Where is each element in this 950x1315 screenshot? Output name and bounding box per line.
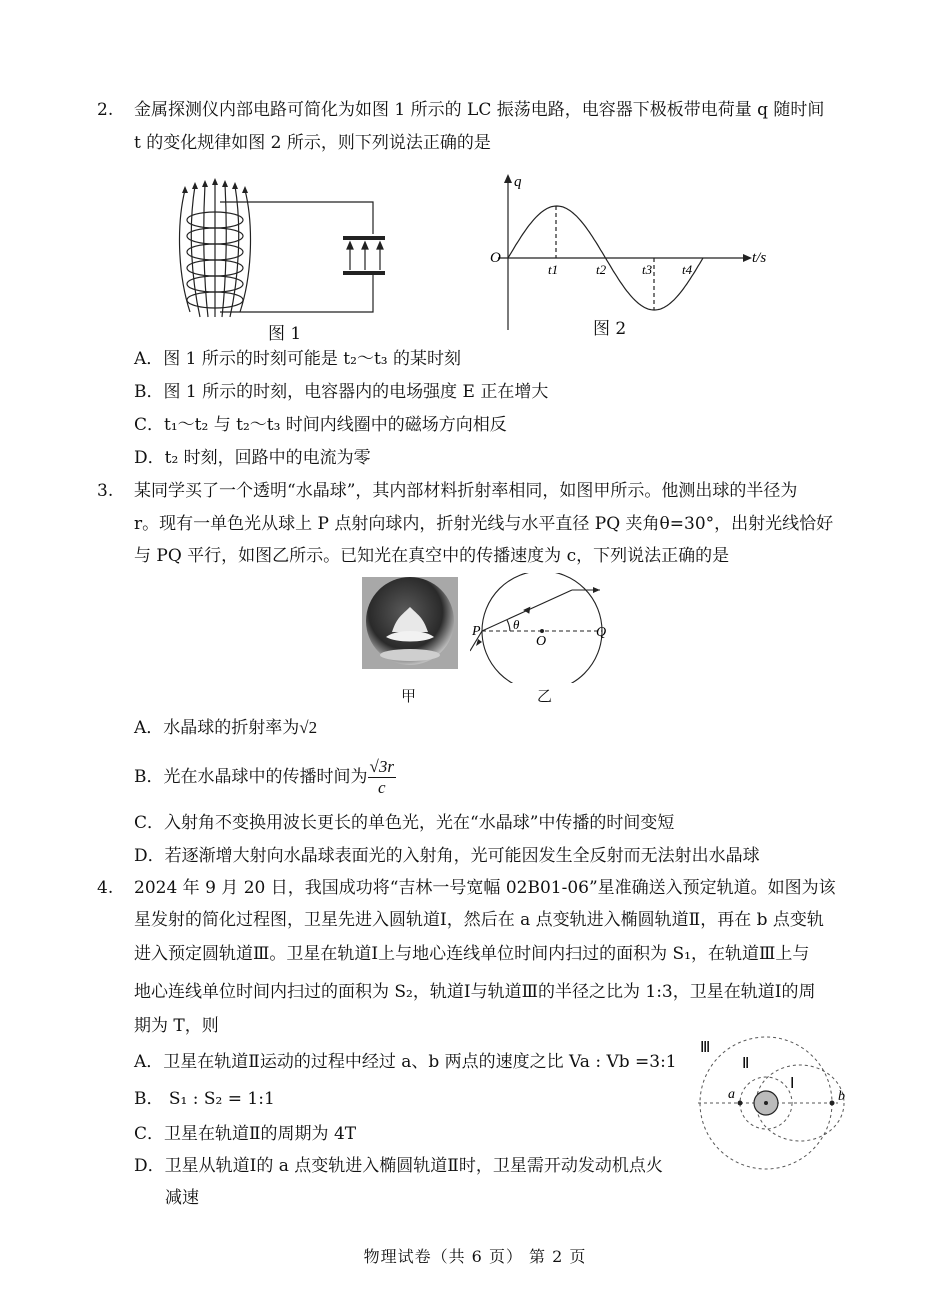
label-orbit-i: Ⅰ xyxy=(790,1076,795,1092)
fraction-denominator: c xyxy=(377,778,386,797)
q4-option-d-line2: 减速 xyxy=(165,1188,199,1208)
q3-option-c: C．入射角不变换用波长更长的单色光，光在“水晶球”中传播的时间变短 xyxy=(134,813,675,833)
label-orbit-ii: Ⅱ xyxy=(742,1056,750,1072)
q3-option-a-text: A．水晶球的折射率为 xyxy=(134,718,300,738)
q3-stem-line2: r。现有一单色光从球上 P 点射向球内，折射光线与水平直径 PQ 夹角θ=30°，出射光线恰好 xyxy=(134,514,834,534)
y-arrowhead xyxy=(504,174,512,183)
tick-t4: t4 xyxy=(682,262,693,277)
label-o: O xyxy=(536,634,547,649)
q4-stem-line5: 期为 T，则 xyxy=(134,1016,219,1036)
fig2-caption: 图 2 xyxy=(593,319,627,339)
q4-option-c: C．卫星在轨道Ⅱ的周期为 4T xyxy=(134,1124,357,1144)
q3-stem-line1: 某同学买了一个透明“水晶球”，其内部材料折射率相同，如图甲所示。他测出球的半径为 xyxy=(134,481,798,501)
lc-circuit-figure xyxy=(175,172,385,322)
q4-stem-line2: 星发射的简化过程图，卫星先进入圆轨道Ⅰ，然后在 a 点变轨进入椭圆轨道Ⅱ，再在 b 点变轨 xyxy=(134,910,824,930)
q2-number: 2. xyxy=(97,100,114,120)
fig1-caption: 图 1 xyxy=(268,324,302,344)
origin-label: O xyxy=(490,250,501,266)
q3-number: 3. xyxy=(97,481,114,501)
y-axis-label: q xyxy=(514,174,522,190)
emergent-arrow-icon xyxy=(593,587,600,593)
q2-stem-line1: 金属探测仪内部电路可简化为如图 1 所示的 LC 振荡电路，电容器下极板带电荷量 q 随时间 xyxy=(134,100,825,120)
q3-option-b-fraction xyxy=(368,757,396,798)
q2-option-d: D．t₂ 时刻，回路中的电流为零 xyxy=(134,448,371,468)
q4-option-d-line1: D．卫星从轨道Ⅰ的 a 点变轨进入椭圆轨道Ⅱ时，卫星需开动发动机点火 xyxy=(134,1156,663,1176)
tick-t3: t3 xyxy=(642,262,653,277)
earth-center-dot xyxy=(764,1101,768,1105)
q4-stem-line4: 地心连线单位时间内扫过的面积为 S₂，轨道Ⅰ与轨道Ⅲ的半径之比为 1:3，卫星在轨道Ⅰ的周 xyxy=(134,982,816,1002)
point-a-dot xyxy=(738,1101,743,1106)
refraction-diagram xyxy=(470,573,620,683)
fig-jia-caption: 甲 xyxy=(401,687,417,705)
q4-number: 4. xyxy=(97,878,114,898)
label-b: b xyxy=(838,1089,845,1104)
q3-option-b-text: B．光在水晶球中的传播时间为 xyxy=(134,767,368,787)
q3-option-b xyxy=(134,755,396,799)
orbit-diagram xyxy=(690,1030,850,1170)
label-a: a xyxy=(728,1087,735,1102)
q2-option-a: A．图 1 所示的时刻可能是 t₂～t₃ 的某时刻 xyxy=(134,349,462,369)
page-footer: 物理试卷（共 6 页） 第 2 页 xyxy=(363,1247,587,1266)
q4-stem-line1: 2024 年 9 月 20 日，我国成功将“吉林一号宽幅 02B01-06”星准确送入预定轨道。如图为该 xyxy=(134,878,836,898)
x-arrowhead xyxy=(743,254,752,262)
q3-option-d: D．若逐渐增大射向水晶球表面光的入射角，光可能因发生全反射而无法射出水晶球 xyxy=(134,846,760,866)
tick-t1: t1 xyxy=(548,262,559,277)
point-b-dot xyxy=(830,1101,835,1106)
q4-option-a: A．卫星在轨道Ⅱ运动的过程中经过 a、b 两点的速度之比 Va : Vb =3:1 xyxy=(134,1052,677,1072)
fig-yi-caption: 乙 xyxy=(537,687,553,705)
center-dot xyxy=(540,629,544,633)
q3-stem-line3: 与 PQ 平行，如图乙所示。已知光在真空中的传播速度为 c，下列说法正确的是 xyxy=(134,546,730,566)
q4-stem-line3: 进入预定圆轨道Ⅲ。卫星在轨道Ⅰ上与地心连线单位时间内扫过的面积为 S₁，在轨道Ⅲ上与 xyxy=(134,944,810,964)
q2-stem-line2: t 的变化规律如图 2 所示，则下列说法正确的是 xyxy=(134,133,491,153)
q2-option-c: C．t₁～t₂ 与 t₂～t₃ 时间内线圈中的磁场方向相反 xyxy=(134,415,507,435)
x-axis-label: t/s xyxy=(752,250,767,266)
label-theta: θ xyxy=(513,617,520,632)
q3-option-a-math: √2 xyxy=(299,718,318,737)
label-orbit-iii: Ⅲ xyxy=(700,1040,711,1056)
crystal-ball-photo xyxy=(362,577,458,669)
label-p: P xyxy=(472,624,481,639)
label-q: Q xyxy=(596,625,607,640)
theta-arc xyxy=(507,620,510,631)
tick-t2: t2 xyxy=(596,262,607,277)
q4-option-b: B． S₁ : S₂ = 1:1 xyxy=(134,1089,275,1109)
q-t-chart xyxy=(488,170,778,335)
q2-option-b: B．图 1 所示的时刻，电容器内的电场强度 E 正在增大 xyxy=(134,382,549,402)
fraction-numerator: √3r xyxy=(369,757,394,776)
q3-option-a xyxy=(134,717,317,739)
